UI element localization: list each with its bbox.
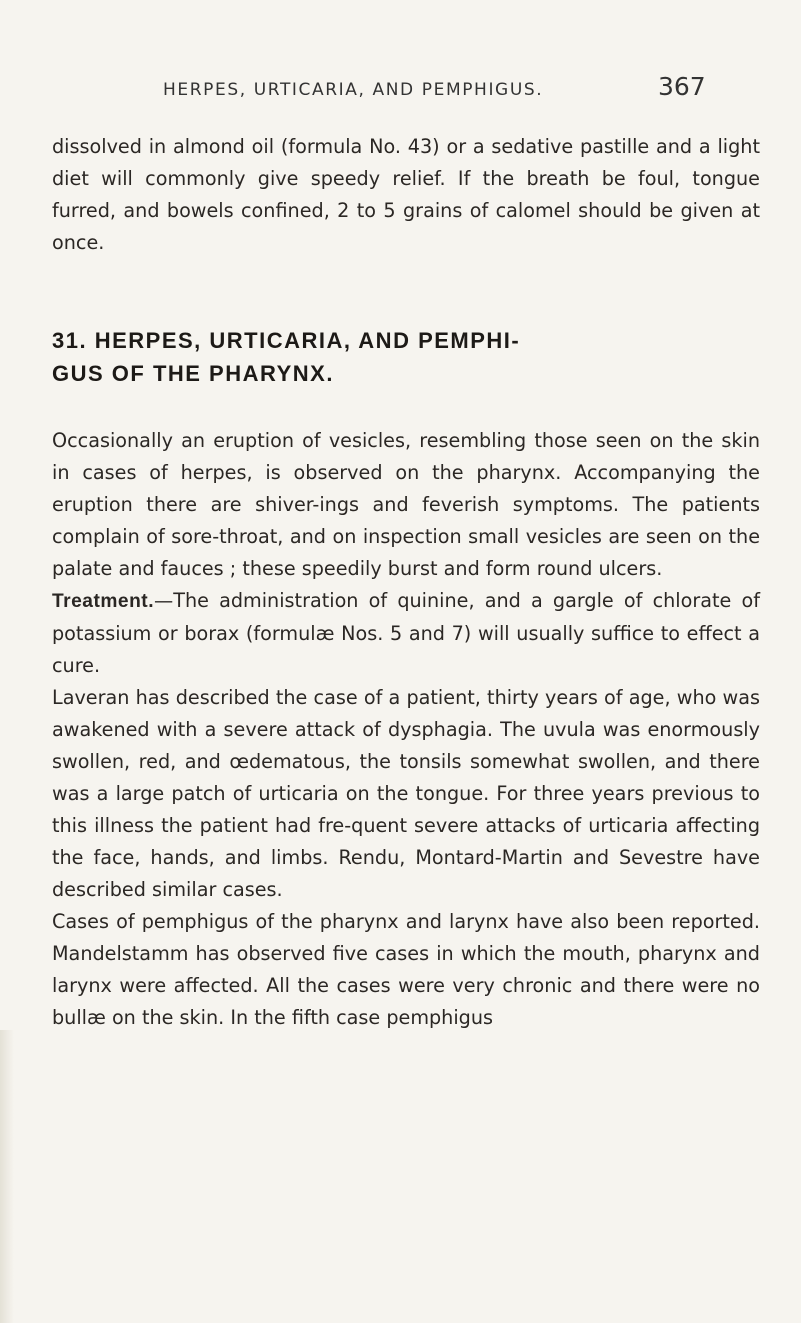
paragraph-treatment [52,585,760,682]
section-heading [52,324,760,390]
running-head: HERPES, URTICARIA, AND PEMPHIGUS. [163,80,544,100]
treatment-label: Treatment. [52,591,155,612]
paragraph-eruption: Occasionally an eruption of vesicles, resembling those seen on the skin in cases of herpes, is observed on the pharynx. Accompanying the eruption there are shiver-ings and feverish symptoms. The patients complain of sore-throat, and on inspection small vesicles are seen on the palate and fauces ; these speedily burst and form round ulcers. [52,429,760,580]
section-body [52,425,760,1034]
treatment-text: —The administration of quinine, and a gargle of chlorate of potassium or borax (formulæ Nos. 5 and 7) will usually suffice to effect a cure. [52,589,760,677]
paragraph-pemphigus: Cases of pemphigus of the pharynx and larynx have also been reported. Mandelstamm has observed five cases in which the mouth, pharynx and larynx were affected. All the cases were very chronic and there were no bullæ on the skin. In the fifth case pemphigus [52,910,760,1029]
section-heading-line-2: GUS OF THE PHARYNX. [52,361,334,386]
section-heading-line-1: 31. HERPES, URTICARIA, AND PEMPHI- [52,328,521,353]
page-edge-shadow [0,1030,14,1323]
continuation-paragraph: dissolved in almond oil (formula No. 43) or a sedative pastille and a light diet will commonly give speedy relief. If the breath be foul, tongue furred, and bowels confined, 2 to 5 grains of calomel should be given at once. [52,135,760,254]
paragraph-laveran-case: Laveran has described the case of a patient, thirty years of age, who was awakened with a severe attack of dysphagia. The uvula was enormously swollen, red, and œdematous, the tonsils somewhat swollen, and there was a large patch of urticaria on the tongue. For three years previous to this illness the patient had fre-quent severe attacks of urticaria affecting the face, hands, and limbs. Rendu, Montard-Martin and Sevestre have described similar cases. [52,686,760,901]
page-number: 367 [658,72,706,101]
continuation-text-block [52,131,760,259]
